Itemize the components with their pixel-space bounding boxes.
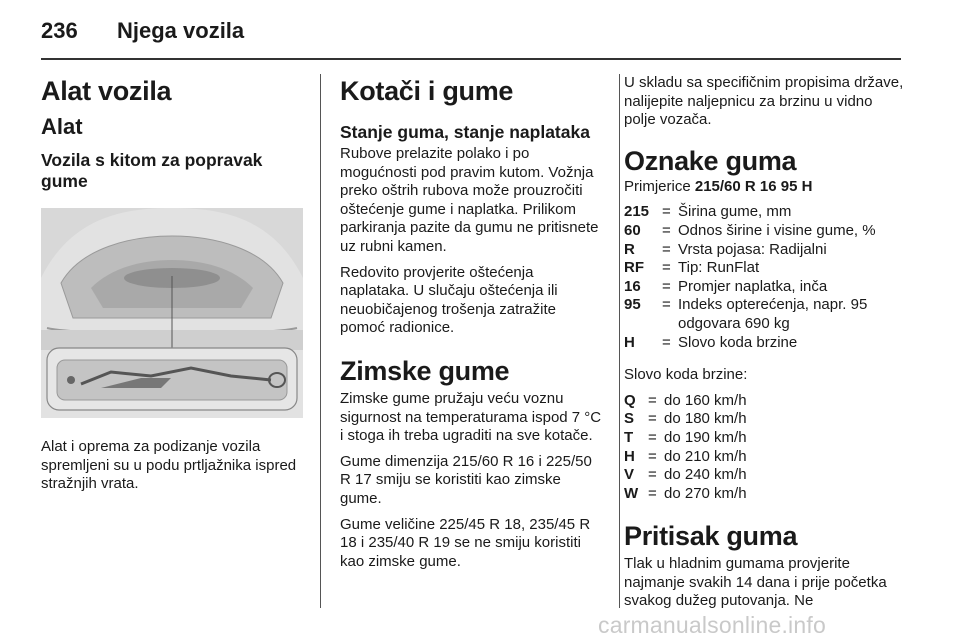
header-rule — [41, 58, 901, 60]
heading-tyre-designations: Oznake guma — [624, 145, 797, 176]
paragraph: Gume dimenzija 215/60 R 16 i 225/50 R 17 smiju se koristiti kao zimske gume. — [340, 452, 592, 507]
definition-row — [624, 448, 904, 467]
trunk-tools-illustration — [41, 208, 303, 418]
code-value: Širina gume, mm — [678, 203, 792, 221]
definition-row — [624, 259, 904, 278]
definition-row — [624, 278, 904, 297]
code-value: Tip: RunFlat — [678, 259, 760, 277]
definition-row — [624, 392, 904, 411]
column-3 — [624, 74, 904, 618]
code-value: Odnos širine i visine gume, % — [678, 221, 876, 239]
code-key: T — [624, 428, 634, 446]
code-key: 215 — [624, 203, 650, 221]
definition-row — [624, 203, 904, 222]
equals-sign: = — [662, 203, 671, 221]
paragraph: Tlak u hladnim gumama provjerite najmanje svakih 14 dana i prije početka svakog dužeg putovanja. Ne — [624, 555, 887, 610]
speed-code-list — [624, 392, 904, 504]
code-key: 16 — [624, 277, 641, 295]
heading-vehicle-tools: Alat vozila — [41, 76, 172, 106]
example-line — [624, 178, 904, 197]
equals-sign: = — [662, 221, 671, 239]
definition-row — [624, 222, 904, 241]
page-number: 236 — [41, 18, 78, 43]
code-value: Slovo koda brzine — [678, 333, 798, 351]
equals-sign: = — [662, 333, 671, 351]
column-1 — [41, 74, 303, 501]
heading-repair-kit: Vozila s kitom za popravak gume — [41, 150, 263, 191]
speed-label: Slovo koda brzine: — [624, 366, 748, 384]
page-header — [41, 18, 244, 44]
equals-sign: = — [648, 484, 657, 502]
heading-wheels-tyres: Kotači i gume — [340, 76, 514, 106]
code-value: do 240 km/h — [664, 466, 747, 484]
column-2 — [340, 74, 605, 578]
heading-tyre-condition: Stanje guma, stanje naplataka — [340, 122, 590, 142]
definition-row — [624, 296, 904, 333]
code-key: W — [624, 484, 639, 502]
code-value: do 180 km/h — [664, 410, 747, 428]
definition-row — [624, 410, 904, 429]
code-key: 60 — [624, 221, 641, 239]
paragraph: Rubove prelazite polako i po mogućnosti pod pravim kutom. Vožnja preko oštrih rubova može prouzročiti oštećenje gume i naplatka. Prilikom parkiranja pazite da gumu ne pritisnete uz rubni kamen. — [340, 145, 599, 255]
paragraph: Redovito provjerite oštećenja naplataka. U slučaju oštećenja ili neuobičajenog trošenja zatražite pomoć radionice. — [340, 263, 558, 337]
heading-tyre-pressure: Pritisak guma — [624, 521, 798, 552]
equals-sign: = — [662, 296, 671, 314]
definition-row — [624, 334, 904, 353]
definition-row — [624, 466, 904, 485]
code-value: do 270 km/h — [664, 484, 747, 502]
code-value: Vrsta pojasa: Radijalni — [678, 240, 827, 258]
paragraph: U skladu sa specifičnim propisima države, nalijepite naljepnicu za brzinu u vidno polje vozača. — [624, 74, 904, 129]
paragraph: Gume veličine 225/45 R 18, 235/45 R 18 i 235/40 R 19 se ne smiju koristiti kao zimske gume. — [340, 515, 591, 570]
code-value: do 160 km/h — [664, 391, 747, 409]
code-value: do 190 km/h — [664, 428, 747, 446]
equals-sign: = — [662, 277, 671, 295]
code-key: H — [624, 447, 635, 465]
column-divider — [619, 74, 620, 608]
equals-sign: = — [662, 259, 671, 277]
equals-sign: = — [648, 410, 657, 428]
definition-row — [624, 429, 904, 448]
tyre-code-list — [624, 203, 904, 352]
code-key: Q — [624, 391, 636, 409]
code-key: H — [624, 333, 635, 351]
code-key: V — [624, 466, 635, 484]
heading-tools: Alat — [41, 114, 83, 139]
equals-sign: = — [662, 240, 671, 258]
code-key: 95 — [624, 296, 641, 314]
definition-row — [624, 485, 904, 504]
code-key: S — [624, 410, 635, 428]
paragraph: Zimske gume pružaju veću voznu sigurnost na temperaturama ispod 7 °C i stoga ih treba ugraditi na sve kotače. — [340, 389, 602, 445]
equals-sign: = — [648, 447, 657, 465]
equals-sign: = — [648, 428, 657, 446]
code-value: Promjer naplatka, inča — [678, 277, 828, 295]
heading-winter-tyres: Zimske gume — [340, 355, 510, 386]
example-label: Primjerice — [624, 177, 691, 195]
code-value: Indeks opterećenja, napr. 95 odgovara 690 kg — [678, 296, 868, 332]
code-key: R — [624, 240, 635, 258]
definition-row — [624, 241, 904, 260]
column-divider — [320, 74, 321, 608]
code-value: do 210 km/h — [664, 447, 747, 465]
watermark: carmanualsonline.info — [598, 612, 826, 638]
caption: Alat i oprema za podizanje vozila spremljeni su u podu prtljažnika ispred stražnjih vrata. — [41, 438, 297, 493]
equals-sign: = — [648, 391, 657, 409]
code-key: RF — [624, 259, 644, 277]
equals-sign: = — [648, 466, 657, 484]
example-code: 215/60 R 16 95 H — [694, 177, 813, 195]
section-title: Njega vozila — [117, 18, 245, 43]
